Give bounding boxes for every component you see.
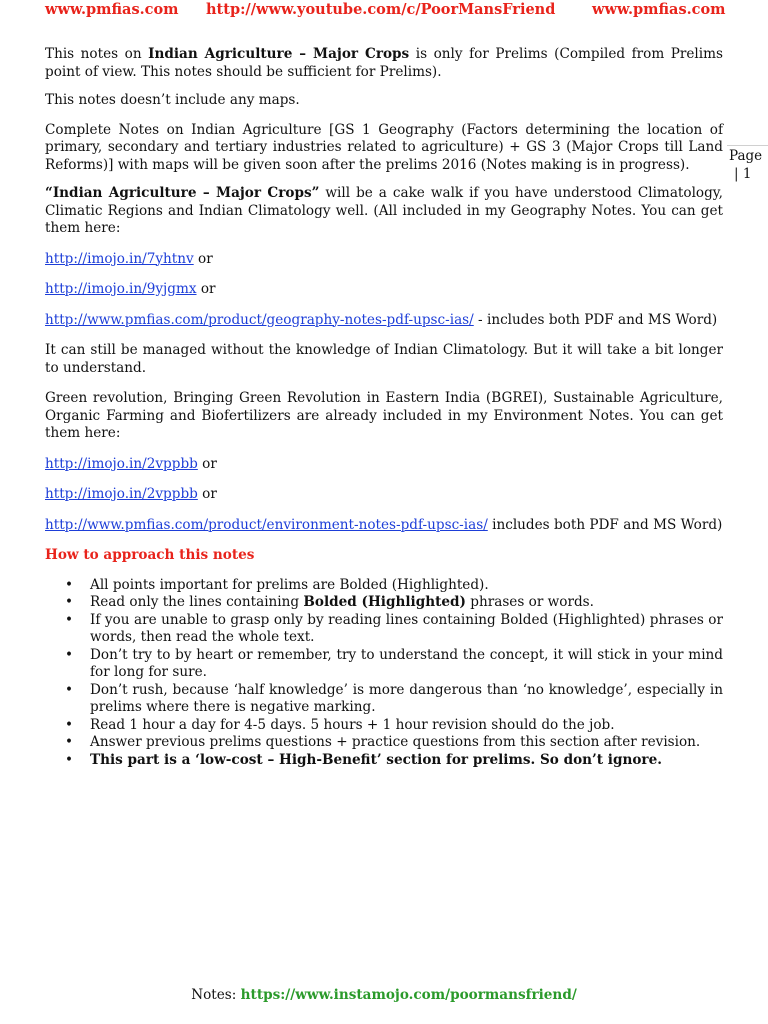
bullet-icon: • xyxy=(65,716,74,733)
environment-intro: Green revolution, Bringing Green Revolution in Eastern India (BGREI), Sustainable Agriculture, Organic Farming and Biofertilizers are already included in my Environment Notes. You can get them here: xyxy=(45,390,723,441)
env-link-2[interactable]: http://imojo.in/2vppbb xyxy=(45,486,198,502)
list-item: • Answer previous prelims questions + practice questions from this section after revision. xyxy=(65,734,701,750)
bullet-icon: • xyxy=(65,734,74,750)
page-label-rule xyxy=(727,145,768,146)
geo-link-line-1: http://imojo.in/7yhtnv or xyxy=(45,250,213,267)
env-notes-product-link[interactable]: http://www.pmfias.com/product/environment-notes-pdf-upsc-ias/ xyxy=(45,516,488,533)
page-number-label xyxy=(729,147,768,183)
bullet-icon: • xyxy=(65,611,74,628)
intro-paragraph-1: This notes on Indian Agriculture – Major Crops is only for Prelims (Compiled from Prelims point of view. This notes should be sufficient for Prelims). xyxy=(45,46,723,80)
list-item: • If you are unable to grasp only by reading lines containing Bolded (Highlighted) phrases or words, then read the whole text. xyxy=(65,611,723,645)
intro-paragraph-4: “Indian Agriculture – Major Crops” will be a cake walk if you have understood Climatology, Climatic Regions and Indian Climatology well. (All included in my Geography Notes. You can get them here: xyxy=(45,185,724,236)
page-number: | 1 xyxy=(734,166,752,182)
bullet-icon: • xyxy=(65,646,74,663)
geo-link-line-3: http://www.pmfias.com/product/geography-notes-pdf-upsc-ias/ - includes both PDF and MS Word) xyxy=(45,311,718,328)
env-link-line-1: http://imojo.in/2vppbb or xyxy=(45,455,217,472)
list-item: • Don’t try to by heart or remember, try to understand the concept, it will stick in your mind for long for sure. xyxy=(65,646,723,680)
page-word: Page xyxy=(729,148,763,164)
intro-paragraph-3: Complete Notes on Indian Agriculture [GS 1 Geography (Factors determining the location of primary, secondary and tertiary industries related to agriculture) + GS 3 (Major Crops till Land Reforms)] with maps will be given soon after the prelims 2016 (Notes making is in progress). xyxy=(45,121,723,173)
bullet-icon: • xyxy=(65,751,74,768)
header-youtube-link[interactable]: http://www.youtube.com/c/PoorMansFriend xyxy=(206,1,556,18)
header-site-link-left[interactable]: www.pmfias.com xyxy=(45,1,179,18)
list-item: • Read only the lines containing Bolded (Highlighted) phrases or words. xyxy=(65,594,594,610)
header-site-link-right[interactable]: www.pmfias.com xyxy=(592,1,726,18)
climatology-note: It can still be managed without the knowledge of Indian Climatology. But it will take a bit longer to understand. xyxy=(45,342,723,376)
intro-paragraph-2: This notes doesn’t include any maps. xyxy=(45,92,300,108)
bullet-icon: • xyxy=(65,576,74,593)
list-item: • Don’t rush, because ‘half knowledge’ is more dangerous than ‘no knowledge’, especially in prelims where there is negative marking. xyxy=(65,681,723,715)
env-link-1[interactable]: http://imojo.in/2vppbb xyxy=(45,455,198,472)
bullet-icon: • xyxy=(65,594,74,610)
list-item: • This part is a ‘low-cost – High-Benefit’ section for prelims. So don’t ignore. xyxy=(65,751,662,768)
footer xyxy=(0,987,768,1005)
footer-label: Notes: xyxy=(191,987,241,1003)
bullet-icon: • xyxy=(65,681,74,698)
geo-notes-product-link[interactable]: http://www.pmfias.com/product/geography-notes-pdf-upsc-ias/ xyxy=(45,311,474,328)
list-item: • All points important for prelims are Bolded (Highlighted). xyxy=(65,576,489,593)
env-link-line-3: http://www.pmfias.com/product/environment-notes-pdf-upsc-ias/ includes both PDF and MS Word) xyxy=(45,516,723,533)
footer-instamojo-link[interactable]: https://www.instamojo.com/poormansfriend/ xyxy=(240,987,577,1003)
env-link-line-2: http://imojo.in/2vppbb or xyxy=(45,486,217,502)
geo-link-2[interactable]: http://imojo.in/9yjgmx xyxy=(45,281,197,297)
geo-link-1[interactable]: http://imojo.in/7yhtnv xyxy=(45,250,194,267)
list-item: • Read 1 hour a day for 4-5 days. 5 hours + 1 hour revision should do the job. xyxy=(65,716,615,733)
document-body xyxy=(45,46,723,769)
approach-heading: How to approach this notes xyxy=(45,547,255,563)
geo-link-line-2: http://imojo.in/9yjgmx or xyxy=(45,281,216,297)
approach-list xyxy=(45,577,723,770)
